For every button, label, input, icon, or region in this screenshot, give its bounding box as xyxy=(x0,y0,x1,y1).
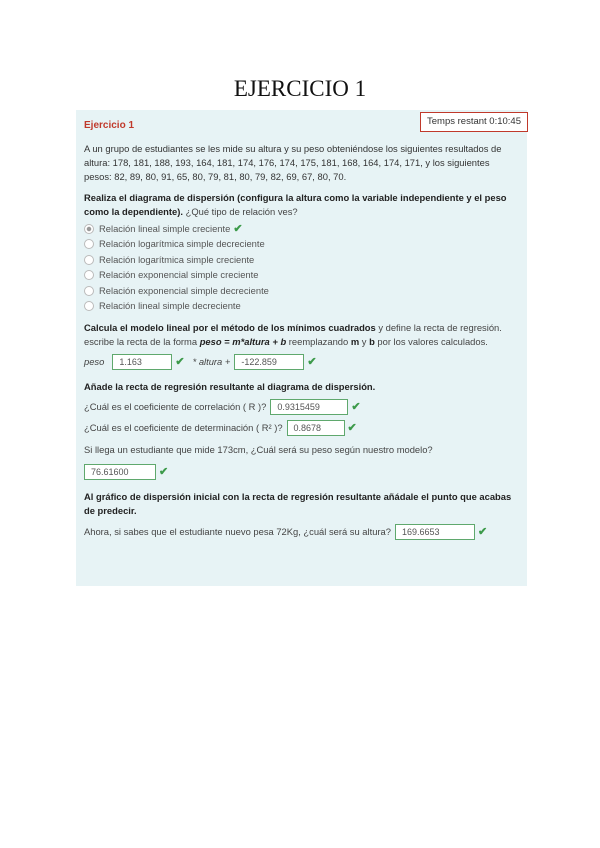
predict-label: Si llega un estudiante que mide 173cm, ¿Cuál será su peso según nuestro modelo? xyxy=(84,444,433,455)
question-3-title: Añade la recta de regresión resultante al diagrama de dispersión. xyxy=(84,381,376,392)
peso-label: peso xyxy=(84,356,105,367)
question-2-text: y xyxy=(359,336,370,347)
check-icon: ✔ xyxy=(477,526,488,538)
page-title: EJERCICIO 1 xyxy=(233,76,367,101)
option-label: Relación exponencial simple decreciente xyxy=(99,284,269,296)
m-symbol: m xyxy=(350,336,360,347)
predict-label-row xyxy=(84,443,519,457)
question-2-bold: Calcula el modelo lineal por el método de los mínimos cuadrados xyxy=(84,322,376,333)
formula: peso = m*altura + b xyxy=(199,336,287,347)
correlation-input[interactable]: 0.9315459 xyxy=(270,399,348,415)
radio-icon[interactable] xyxy=(84,239,94,249)
height-label: Ahora, si sabes que el estudiante nuevo pesa 72Kg, ¿cuál será su altura? xyxy=(84,526,391,537)
intercept-input[interactable]: -122.859 xyxy=(234,354,304,370)
b-symbol: b xyxy=(369,336,375,347)
option-item[interactable] xyxy=(84,237,519,253)
predict-input[interactable]: 76.61600 xyxy=(84,464,156,480)
correlation-label: ¿Cuál es el coeficiente de correlación ( R )? xyxy=(84,401,267,412)
check-icon: ✔ xyxy=(351,401,361,413)
question-2-text: reemplazando xyxy=(286,336,351,347)
correlation-row xyxy=(84,399,519,415)
option-item[interactable] xyxy=(84,252,519,268)
model-answer-row xyxy=(84,354,519,370)
option-list xyxy=(84,221,519,314)
option-label: Relación lineal simple decreciente xyxy=(99,300,241,312)
radio-icon[interactable] xyxy=(84,270,94,280)
option-item[interactable] xyxy=(84,299,519,315)
radio-icon[interactable] xyxy=(84,301,94,311)
question-1 xyxy=(84,191,519,219)
question-2-text: por los valores calculados. xyxy=(374,336,488,347)
predict-answer-row xyxy=(84,464,519,480)
determination-row xyxy=(84,420,519,436)
exercise-panel xyxy=(76,110,527,586)
check-icon: ✔ xyxy=(233,222,243,235)
option-label: Relación exponencial simple creciente xyxy=(99,269,259,281)
question-1-bold: Realiza el diagrama de dispersión (configura la altura como la variable independiente y el peso como la dependiente). xyxy=(84,192,507,217)
check-icon: ✔ xyxy=(159,466,169,478)
question-1-text: ¿Qué tipo de relación ves? xyxy=(182,206,298,217)
question-4-title: Al gráfico de dispersión inicial con la recta de regresión resultante añádale el punto que acabas de predecir. xyxy=(84,491,512,516)
option-item[interactable] xyxy=(84,283,519,299)
option-label: Relación logarítmica simple creciente xyxy=(99,253,255,265)
option-item[interactable] xyxy=(84,221,519,237)
exercise-label: Ejercicio 1 xyxy=(84,120,135,131)
determination-label: ¿Cuál es el coeficiente de determinación ( R² )? xyxy=(84,422,283,433)
height-row xyxy=(84,524,519,540)
exercise-statement: A un grupo de estudiantes se les mide su altura y su peso obteniéndose los siguientes resultados de altura: 178, 181, 188, 193, 164, 181, 174, 176, 174, 175, 181, 168, 164, 174, 171, y los siguientes pesos: 82, 89, 80, 91, 65, 80, 79, 81, 80, 79, 82, 69, 67, 80, 70. xyxy=(84,143,502,182)
option-item[interactable] xyxy=(84,268,519,284)
radio-icon[interactable] xyxy=(84,255,94,265)
altura-label: * altura + xyxy=(192,356,231,367)
check-icon: ✔ xyxy=(175,356,185,368)
question-2-text: y define la recta de regresión. escribe la recta de la forma xyxy=(84,322,502,347)
check-icon: ✔ xyxy=(347,422,357,434)
radio-selected-icon[interactable] xyxy=(84,224,94,234)
option-label: Relación lineal simple creciente xyxy=(99,222,231,234)
question-2 xyxy=(84,321,519,349)
timer-badge: Temps restant 0:10:45 xyxy=(420,112,528,132)
check-icon: ✔ xyxy=(307,356,317,368)
option-label: Relación logarítmica simple decreciente xyxy=(99,238,265,250)
determination-input[interactable]: 0.8678 xyxy=(287,420,345,436)
height-input[interactable]: 169.6653 xyxy=(395,524,475,540)
radio-icon[interactable] xyxy=(84,286,94,296)
slope-input[interactable]: 1.163 xyxy=(112,354,172,370)
